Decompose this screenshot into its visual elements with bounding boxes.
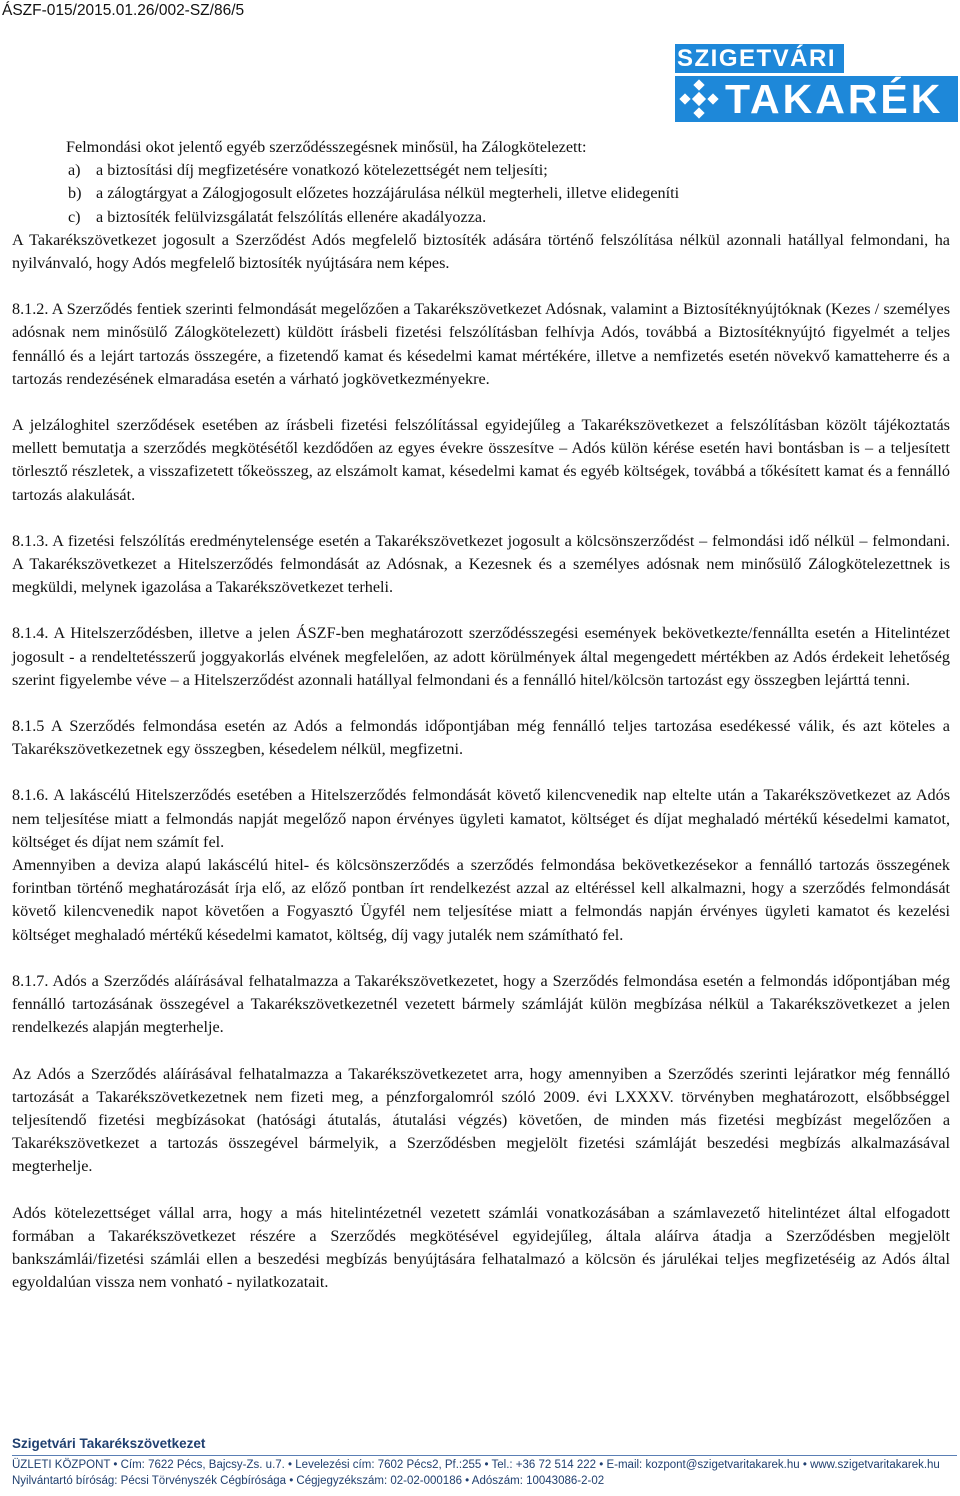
- paragraph-security: A Takarékszövetkezet jogosult a Szerződést Adós megfelelő biztosíték adására történő felszólítása nélkül azonnali hatállyal felmondani, ha nyilvánvaló, hogy Adós megfelelő biztosíték nyújtására nem képes.: [12, 230, 950, 273]
- footer-registration-line: Nyilvántartó bíróság: Pécsi Törvényszék Cégbírósága • Cégjegyzékszám: 02-02-000186 • Adószám: 10043086-2-02: [12, 1475, 605, 1487]
- list-marker: b): [68, 184, 82, 203]
- page-footer: [12, 1436, 957, 1492]
- footer-divider: [12, 1455, 957, 1456]
- intro-paragraph: Felmondási okot jelentő egyéb szerződésszegésnek minősül, ha Zálogkötelezett:: [66, 138, 587, 156]
- list-marker: c): [68, 207, 81, 226]
- szigetvari-takarek-logo: [675, 44, 958, 122]
- list-marker: a): [68, 161, 81, 180]
- footer-contact-line: ÜZLETI KÖZPONT • Cím: 7622 Pécs, Bajcsy-Zs. u.7. • Levelezési cím: 7602 Pécs2, Pf.:255 • Tel.: +36 72 514 222 • E-mail: kozpont@szigetvaritakarek.hu • www.szigetvaritakarek.hu: [12, 1459, 940, 1471]
- paragraph-8-1-2: 8.1.2. A Szerződés fentiek szerinti felmondását megelőzően a Takarékszövetkezet Adósnak, valamint a Biztosítéknyújtóknak (Kezes / személyes adósnak nem minősülő Zálogkötelezett) küldött írásbeli fizetési felszólításban felhívja Adós, továbbá a Biztosítéknyújtó figyelmét a teljes fennálló és a lejárt tartozás összegére, a fizetendő kamat és késedelmi kamat mértékére, illetve a nemfizetés esetén növekvő kamatteherre és a tartozás rendezésének elmaradása esetén a várható jogkövetkezményekre.: [12, 300, 950, 388]
- document-reference: ÁSZF-015/2015.01.26/002-SZ/86/5: [2, 2, 245, 19]
- paragraph-authorization: Az Adós a Szerződés aláírásával felhatalmazza a Takarékszövetkezetet arra, hogy amennyiben a Szerződés szerinti lejáratkor még fennálló tartozását a Takarékszövetkezetnek nem fizeti meg, a pénzforgalomról szóló 2009. évi LXXXV. törvényben meghatározott, elsőbbséggel teljesítendő fizetési megbízásokat (hatósági átutalás, átutalási végzés) követően, de minden más fizetési megbízást megelőzően a Takarékszövetkezet a tartozás összegével bármelyik, a Szerződésben megjelölt fizetési számláját beszedési megbízás alkalmazásával megterhelje.: [12, 1064, 950, 1176]
- list-text: a zálogtárgyat a Zálogjogosult előzetes hozzájárulása nélkül megterheli, illetve elidegeníti: [96, 184, 680, 203]
- list-text: a biztosíték felülvizsgálatát felszólítás ellenére akadályozza.: [96, 207, 487, 226]
- paragraph-8-1-4: 8.1.4. A Hitelszerződésben, illetve a jelen ÁSZF-ben meghatározott szerződésszegési események bekövetkezte/fennállta esetén a Hitelintézet jogosult - a rendeltetésszerű joggyakorlás elvének megfelelően, az adott körülmények által megengedett mértékben az Adós érdekeit lehetőség szerint figyelembe véve ‒ a Hitelszerződést azonnali hatállyal felmondani és a fennálló hitel/kölcsön tartozást egy összegben lejárttá tenni.: [12, 624, 950, 689]
- paragraph-8-1-7: 8.1.7. Adós a Szerződés aláírásával felhatalmazza a Takarékszövetkezetet, hogy a Szerződés felmondása esetén a felmondás időpontjában még fennálló tartozásának összegével a Takarékszövetkezetnél vezetett bármely számláját külön megbízása nélkül a Takarékszövetkezet a jelen rendelkezés alapján megterhelje.: [12, 971, 950, 1037]
- logo-bottom-text: TAKARÉK: [725, 76, 944, 122]
- paragraph-8-1-5: 8.1.5 A Szerződés felmondása esetén az Adós a felmondás időpontjában még fennálló teljes tartozása esedékessé válik, és azt köteles a Takarékszövetkezetnek egy összegben, késedelem nélkül, megfizetni.: [12, 717, 950, 759]
- logo-bottom-band: [675, 76, 958, 122]
- paragraph-mortgage: A jelzáloghitel szerződések esetében az írásbeli fizetési felszólítással egyidejűleg a Takarékszövetkezet a felszólításban közölt tájékoztatás mellett bemutatja a szerződés megkötésétől kezdődően az egyes évekre összesítve ‒ Adós külön kérése esetén havi bontásban is ‒ a teljesített törlesztő részletek, a visszafizetett tőkeösszeg, az elszámolt kamat, késedelmi kamat és egyéb költségek, továbbá a tőkésített kamat és a fennálló tartozás alakulását.: [12, 416, 950, 504]
- footer-company-name: Szigetvári Takarékszövetkezet: [12, 1436, 206, 1451]
- paragraph-8-1-6: 8.1.6. A lakáscélú Hitelszerződés esetében a Hitelszerződés felmondását követő kilencvenedik nap eltelte után a Takarékszövetkezet az Adós nem teljesítése miatt a felmondás napját megelőző napon érvényes ügyleti kamatot, költséget és díjat meghaladó mértékű késedelmi kamatot, költséget és díjat nem számít fel.: [12, 786, 950, 851]
- paragraph-foreign-currency: Amennyiben a deviza alapú lakáscélú hitel- és kölcsönszerződés a szerződés felmondása bekövetkezésekor a fennálló tartozás összegének forintban történő meghatározását írja elő, az előző pontban írt rendelkezést azzal az eltéréssel kell alkalmazni, hogy a szerződés felmondását követő kilencvenedik napot követően a Fogyasztó Ügyfél nem teljesítése miatt a felmondás napján érvényes ügyleti kamatot és kezelési költséget meghaladó mértékű késedelmi kamatot, költség, díj vagy jutalék nem számítható fel.: [12, 856, 950, 944]
- logo-top-text: SZIGETVÁRI: [675, 44, 844, 73]
- logo-cross-icon: [679, 79, 719, 119]
- list-item: [12, 159, 950, 182]
- paragraph-obligation: Adós kötelezettséget vállal arra, hogy a más hitelintézetnél vezetett számlái vonatkozásában a számlavezető hitelintézet által elfogadott formában a Takarékszövetkezet részére a Szerződés megkötésével egyidejűleg, általa aláírva átadja a Szerződésben megjelölt bankszámlái/fizetési számlái ellen a beszedési megbízás benyújtására felhatalmazó a kölcsön és járulékai teljes megfizetéséig az Adós által egyoldalúan vissza nem vonható - nyilatkozatait.: [12, 1203, 950, 1292]
- list-item: [12, 182, 950, 205]
- paragraph-8-1-3: 8.1.3. A fizetési felszólítás eredménytelensége esetén a Takarékszövetkezet jogosult a kölcsönszerződést ‒ felmondási idő nélkül ‒ felmondani. A Takarékszövetkezet a Hitelszerződés felmondását az Adósnak, a Kezesnek és a személyes adósnak nem minősülő Zálogkötelezettnek is megküldi, melynek igazolása a Takarékszövetkezet terheli.: [12, 531, 950, 597]
- document-body: [12, 136, 950, 1294]
- list-text: a biztosítási díj megfizetésére vonatkozó kötelezettségét nem teljesíti;: [96, 161, 548, 180]
- breach-list: [12, 159, 950, 229]
- list-item: [12, 206, 950, 229]
